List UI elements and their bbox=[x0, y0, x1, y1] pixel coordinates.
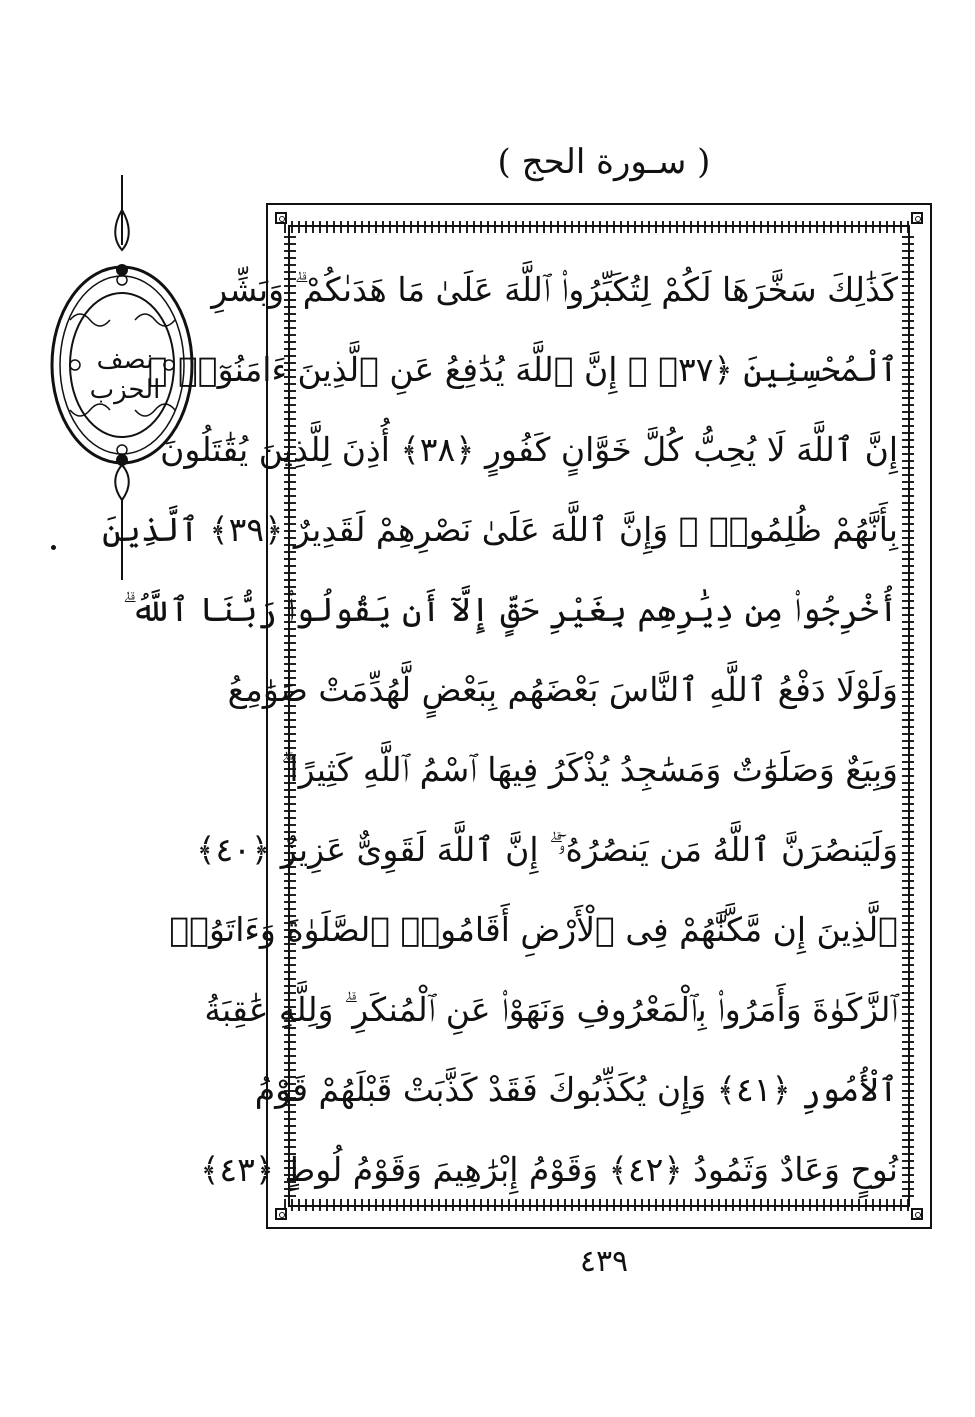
frame-corner-ornament bbox=[911, 212, 923, 224]
verse-line: إِنَّ ٱللَّهَ لَا يُحِبُّ كُلَّ خَوَّانٍ كَفُورٍ ﴿٣٨﴾ أُذِنَ لِلَّذِينَ يُقَٰتَلُونَ bbox=[160, 430, 898, 469]
verse-line: بِأَنَّهُمْ ظُلِمُوا۟ ۚ وَإِنَّ ٱللَّهَ عَلَىٰ نَصْرِهِمْ لَقَدِيرٌ ﴿٣٩﴾ ٱلَّذِينَ bbox=[102, 510, 898, 549]
frame-corner-ornament bbox=[275, 212, 287, 224]
verse-line: وَلَيَنصُرَنَّ ٱللَّهُ مَن يَنصُرُهُۥٓ ۗ إِنَّ ٱللَّهَ لَقَوِىٌّ عَزِيزٌ ﴿٤٠﴾ bbox=[196, 830, 898, 869]
frame-corner-ornament bbox=[911, 1208, 923, 1220]
verse-line: وَلَوْلَا دَفْعُ ٱللَّهِ ٱلنَّاسَ بَعْضَهُم بِبَعْضٍ لَّهُدِّمَتْ صَوَٰمِعُ bbox=[227, 670, 898, 709]
verse-line: ٱلزَّكَوٰةَ وَأَمَرُوا۟ بِٱلْمَعْرُوفِ وَنَهَوْا۟ عَنِ ٱلْمُنكَرِ ۗ وَلِلَّهِ عَٰقِبَةُ bbox=[204, 990, 898, 1029]
verse-line: ٱلَّذِينَ إِن مَّكَّنَّٰهُمْ فِى ٱلْأَرْضِ أَقَامُوا۟ ٱلصَّلَوٰةَ وَءَاتَوُا۟ bbox=[169, 910, 898, 949]
verse-line: ٱلْأُمُورِ ﴿٤١﴾ وَإِن يُكَذِّبُوكَ فَقَدْ كَذَّبَتْ قَبْلَهُمْ قَوْمُ bbox=[254, 1070, 898, 1109]
hizb-label-line2: الحزب bbox=[89, 375, 161, 405]
surah-header: ( سـورة الحج ) bbox=[497, 142, 711, 182]
hizb-label-line1: نصف bbox=[96, 345, 154, 375]
verse-line: نُوحٍ وَعَادٌ وَثَمُودُ ﴿٤٢﴾ وَقَوْمُ إِبْرَٰهِيمَ وَقَوْمُ لُوطٍ ﴿٤٣﴾ bbox=[200, 1150, 898, 1189]
verse-line: كَذَٰلِكَ سَخَّرَهَا لَكُمْ لِتُكَبِّرُوا۟ ٱللَّهَ عَلَىٰ مَا هَدَىٰكُمْ ۗ وَبَشِّرِ bbox=[211, 270, 898, 309]
verse-line: أُخْرِجُوا۟ مِن دِيَٰرِهِم بِغَيْرِ حَقٍّ إِلَّآ أَن يَقُولُوا۟ رَبُّنَا ٱللَّهُ ۗ bbox=[122, 590, 898, 629]
verse-line: وَبِيَعٌ وَصَلَوَٰتٌ وَمَسَٰجِدُ يُذْكَرُ فِيهَا ٱسْمُ ٱللَّهِ كَثِيرًا ۗ bbox=[281, 750, 898, 789]
frame-corner-ornament bbox=[275, 1208, 287, 1220]
page-number: ٤٣٩ bbox=[579, 1244, 629, 1279]
margin-dot bbox=[51, 545, 56, 550]
verse-line: ٱلْمُحْسِنِينَ ﴿٣٧﴾ ۞ إِنَّ ٱللَّهَ يُدَٰفِعُ عَنِ ٱلَّذِينَ ءَامَنُوٓا۟ ۗ bbox=[147, 350, 898, 389]
